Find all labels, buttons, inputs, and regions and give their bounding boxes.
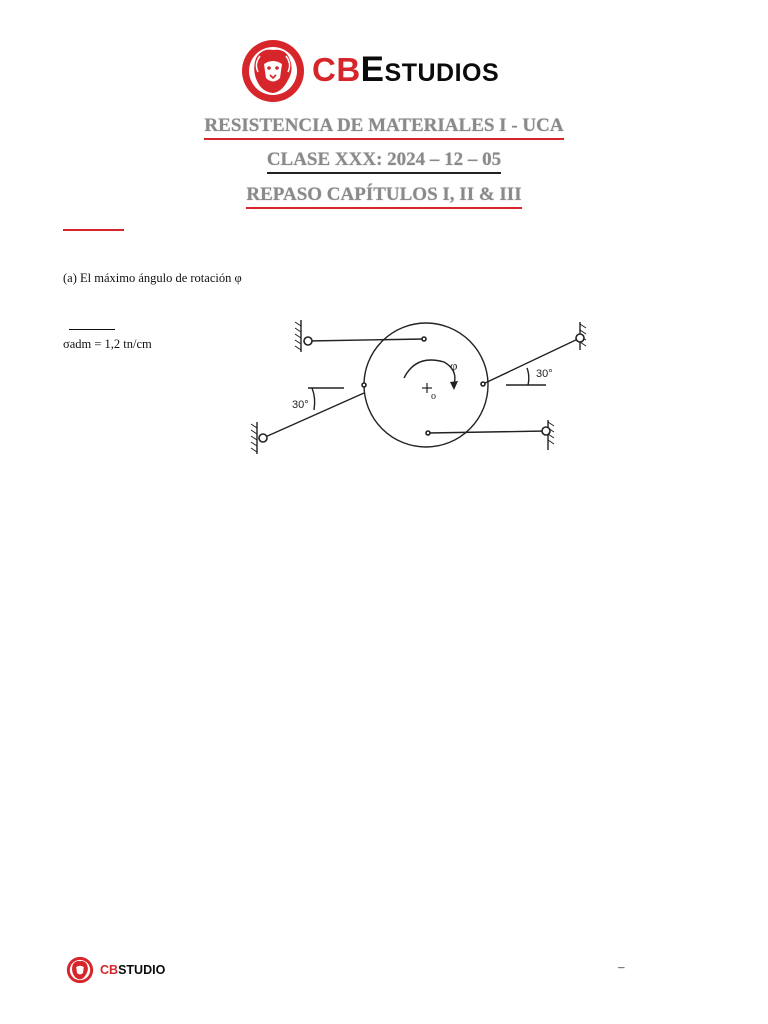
rotating-disk xyxy=(364,323,488,447)
lion-emblem-icon xyxy=(240,38,306,104)
footer-logo xyxy=(66,956,196,984)
given-stress xyxy=(63,322,152,352)
rotation-arrow xyxy=(404,360,455,384)
class-date-title: CLASE XXX: 2024 – 12 – 05 xyxy=(0,149,768,171)
pulley-diagram xyxy=(246,312,598,464)
pin-bottom-right xyxy=(542,427,550,435)
rotation-phi-label: φ xyxy=(450,358,458,373)
cable-bottom xyxy=(428,431,546,433)
red-divider xyxy=(63,229,124,231)
pin-top-right xyxy=(576,334,584,342)
given-stress-text: σadm = 1,2 tn/cm xyxy=(63,337,152,351)
cable-left-inclined xyxy=(263,393,364,438)
brand-wordmark xyxy=(312,48,499,92)
review-title: REPASO CAPÍTULOS I, II & III xyxy=(0,184,768,206)
brand-estudios: Estudios xyxy=(360,50,500,89)
pin-top-left xyxy=(304,337,312,345)
angle-left-label: 30° xyxy=(292,399,309,411)
footer-wordmark: CBSTUDIO xyxy=(100,963,166,977)
course-title: RESISTENCIA DE MATERIALES I - UCA xyxy=(0,115,768,137)
overline-mark xyxy=(69,329,115,333)
angle-right-label: 30° xyxy=(536,368,553,380)
page-marker: – xyxy=(618,959,625,974)
lion-emblem-small-icon xyxy=(66,956,94,984)
brand-logo xyxy=(240,38,560,104)
cable-top xyxy=(308,339,424,341)
question-text: (a) El máximo ángulo de rotación φ xyxy=(63,271,242,285)
brand-cb: CB xyxy=(312,51,361,88)
center-label: o xyxy=(431,391,436,402)
cable-right-inclined xyxy=(483,338,580,384)
pin-bottom-left xyxy=(259,434,267,442)
